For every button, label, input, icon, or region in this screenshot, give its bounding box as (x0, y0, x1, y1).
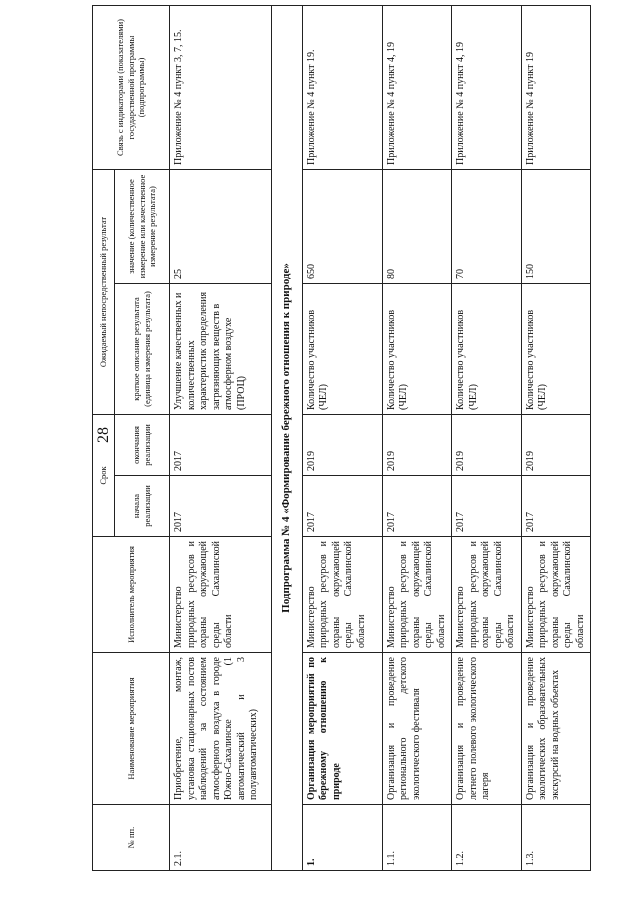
cell-end: 2019 (382, 415, 452, 476)
header-executor: Исполнитель мероприятия (93, 537, 170, 653)
table-body-top (170, 6, 272, 871)
cell-executor: Министерство природных ресурсов и охраны окружающей среды Сахалинской области (170, 537, 272, 653)
cell-end: 2019 (302, 415, 382, 476)
cell-link: Приложение № 4 пункт 4, 19 (452, 6, 522, 170)
table-row (382, 6, 452, 871)
cell-end: 2017 (170, 415, 272, 476)
cell-name: Организация и проведение регионального детского экологического фестиваля (382, 653, 452, 805)
table-row (521, 6, 591, 871)
header-name: Наименование мероприятия (93, 653, 170, 805)
cell-value: 150 (521, 170, 591, 284)
table-row (302, 6, 382, 871)
cell-num: 1. (302, 805, 382, 871)
cell-name: Организация и проведение экологических образовательных экскурсий на водных объектах (521, 653, 591, 805)
cell-value: 80 (382, 170, 452, 284)
cell-start: 2017 (302, 476, 382, 537)
cell-executor: Министерство природных ресурсов и охраны окружающей среды Сахалинской области (382, 537, 452, 653)
cell-link: Приложение № 4 пункт 19. (302, 6, 382, 170)
cell-num: 1.2. (452, 805, 522, 871)
table-header (93, 6, 170, 871)
cell-desc: Количество участников (ЧЕЛ) (302, 284, 382, 415)
subprogram-section (272, 6, 303, 871)
cell-end: 2019 (452, 415, 522, 476)
cell-start: 2017 (382, 476, 452, 537)
program-table (92, 5, 591, 871)
cell-num: 2.1. (170, 805, 272, 871)
cell-desc: Количество участников (ЧЕЛ) (521, 284, 591, 415)
cell-link: Приложение № 4 пункт 19 (521, 6, 591, 170)
header-value: значение (количественное измерение или качественное измерение результата) (115, 170, 170, 284)
header-start: начала реализации (115, 476, 170, 537)
rotated-table-container (92, 6, 632, 871)
cell-link: Приложение № 4 пункт 3, 7, 15. (170, 6, 272, 170)
table-body-bottom (302, 6, 591, 871)
page-number: 28 (95, 427, 112, 443)
cell-value: 70 (452, 170, 522, 284)
table-row (452, 6, 522, 871)
subprogram-title: Подпрограмма № 4 «Формирование бережного отношения к природе» (272, 6, 303, 871)
cell-value: 650 (302, 170, 382, 284)
cell-end: 2019 (521, 415, 591, 476)
header-term: Срок (93, 415, 115, 537)
header-expected: Ожидаемый непосредственный результат (93, 170, 115, 415)
cell-name: Организация и проведение летнего полевого экологического лагеря (452, 653, 522, 805)
header-link: Связь с индикаторами (показателями) государственной программы (подпрограммы) (93, 6, 170, 170)
cell-executor: Министерство природных ресурсов и охраны окружающей среды Сахалинской области (302, 537, 382, 653)
cell-start: 2017 (170, 476, 272, 537)
cell-desc: Количество участников (ЧЕЛ) (452, 284, 522, 415)
cell-value: 25 (170, 170, 272, 284)
cell-num: 1.1. (382, 805, 452, 871)
header-end: окончания реализации (115, 415, 170, 476)
cell-num: 1.3. (521, 805, 591, 871)
table-row (170, 6, 272, 871)
cell-start: 2017 (521, 476, 591, 537)
header-desc: краткое описание результата (единица измерения результата) (115, 284, 170, 415)
cell-name: Организация мероприятий по бережному отношению к природе (302, 653, 382, 805)
header-num: № пп. (93, 805, 170, 871)
cell-executor: Министерство природных ресурсов и охраны окружающей среды Сахалинской области (452, 537, 522, 653)
cell-start: 2017 (452, 476, 522, 537)
cell-desc: Улучшение качественных и количественных характеристик определения загрязняющих веществ в атмосферном воздухе (ПРОЦ) (170, 284, 272, 415)
cell-desc: Количество участников (ЧЕЛ) (382, 284, 452, 415)
cell-name: Приобретение, монтаж, установка стационарных постов наблюдений за состоянием атмосферного воздуха в городе Южно-Сахалинске (1 автоматический и 3 полуавтоматических) (170, 653, 272, 805)
cell-executor: Министерство природных ресурсов и охраны окружающей среды Сахалинской области (521, 537, 591, 653)
cell-link: Приложение № 4 пункт 4, 19 (382, 6, 452, 170)
